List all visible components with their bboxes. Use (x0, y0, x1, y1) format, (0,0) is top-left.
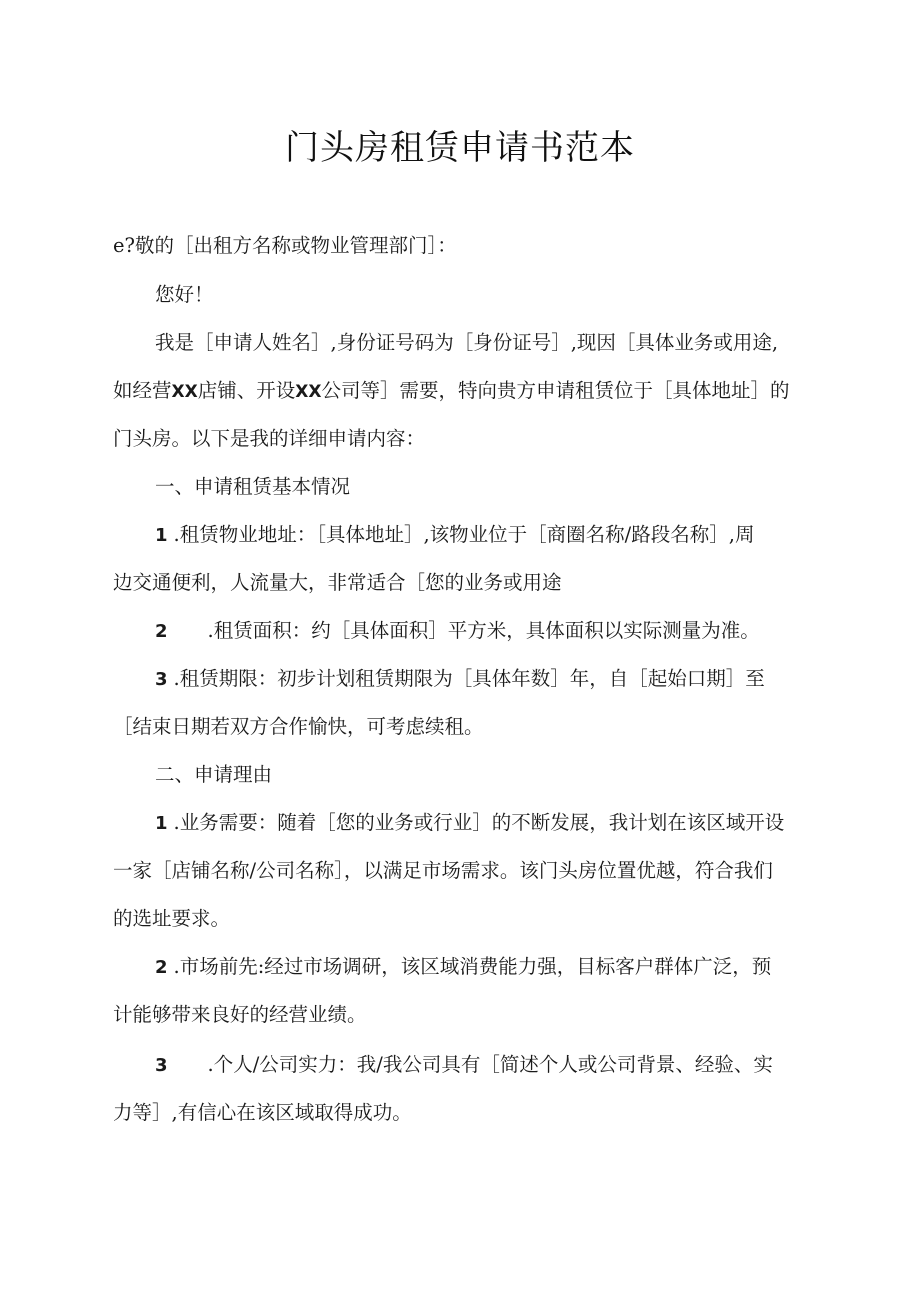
item-number: 1 (155, 525, 168, 546)
section-1-item-1-line-1 (155, 520, 754, 550)
section-1-item-3-line-1 (155, 664, 765, 694)
intro-text-a: 如经营 (113, 379, 172, 402)
item-text: .个人/公司实力：我/我公司具有［简述个人或公司背景、经验、实 (207, 1053, 773, 1076)
section-2-item-3-line-2: 力等］,有信心在该区域取得成功。 (113, 1101, 412, 1124)
section-2-item-3-line-1 (155, 1050, 773, 1080)
intro-line-1: 我是［申请人姓名］,身份证号码为［身份证号］,现因［具体业务或用途, (155, 331, 779, 354)
intro-text-c: 公司等］需要，特向贵方申请租赁位于［具体地址］的 (321, 379, 790, 402)
item-number: 2 (155, 621, 168, 642)
item-text: .租赁面积：约［具体面积］平方米，具体面积以实际测量为准。 (207, 619, 760, 642)
item-text: .市场前先:经过市场调研，该区域消费能力强，目标客户群体广泛，预 (173, 955, 772, 978)
section-2-item-2-line-1 (155, 952, 771, 982)
section-2-heading: 二、申请理由 (155, 763, 273, 786)
item-number: 3 (155, 669, 168, 690)
section-2-item-1-line-2: 一家［店铺名称/公司名称］，以满足市场需求。该门头房位置优越，符合我们 (113, 859, 773, 882)
document-title: 门头房租赁申请书范本 (285, 128, 635, 168)
item-number: 3 (155, 1055, 168, 1076)
intro-text-b: 店铺、开设 (197, 379, 296, 402)
greeting: 您好！ (155, 283, 214, 306)
item-text: .业务需要：随着［您的业务或行业］的不断发展，我计划在该区域开设 (173, 811, 785, 834)
item-number: 2 (155, 957, 168, 978)
section-2-item-1-line-3: 的选址要求。 (113, 907, 231, 930)
item-number: 1 (155, 813, 168, 834)
placeholder-xx-2: XX (295, 382, 322, 402)
intro-line-2 (113, 376, 789, 406)
section-2-item-1-line-1 (155, 808, 784, 838)
intro-line-3: 门头房。以下是我的详细申请内容： (113, 427, 426, 450)
salutation: e?敬的［出租方名称或物业管理部门］： (113, 234, 457, 257)
section-2-item-2-line-2: 计能够带来良好的经营业绩。 (113, 1003, 367, 1026)
section-1-item-1-line-2: 边交通便利，人流量大，非常适合［您的业务或用途 (113, 571, 562, 594)
section-1-item-2-line-1 (155, 616, 760, 646)
placeholder-xx-1: XX (171, 382, 198, 402)
item-text: .租赁物业地址：［具体地址］,该物业位于［商圈名称/路段名称］,周 (173, 523, 755, 546)
section-1-heading: 一、申请租赁基本情况 (155, 475, 351, 498)
section-1-item-3-line-2: ［结束日期若双方合作愉快，可考虑续租。 (113, 715, 484, 738)
item-text: .租赁期限：初步计划租赁期限为［具体年数］年，自［起始口期］至 (173, 667, 765, 690)
